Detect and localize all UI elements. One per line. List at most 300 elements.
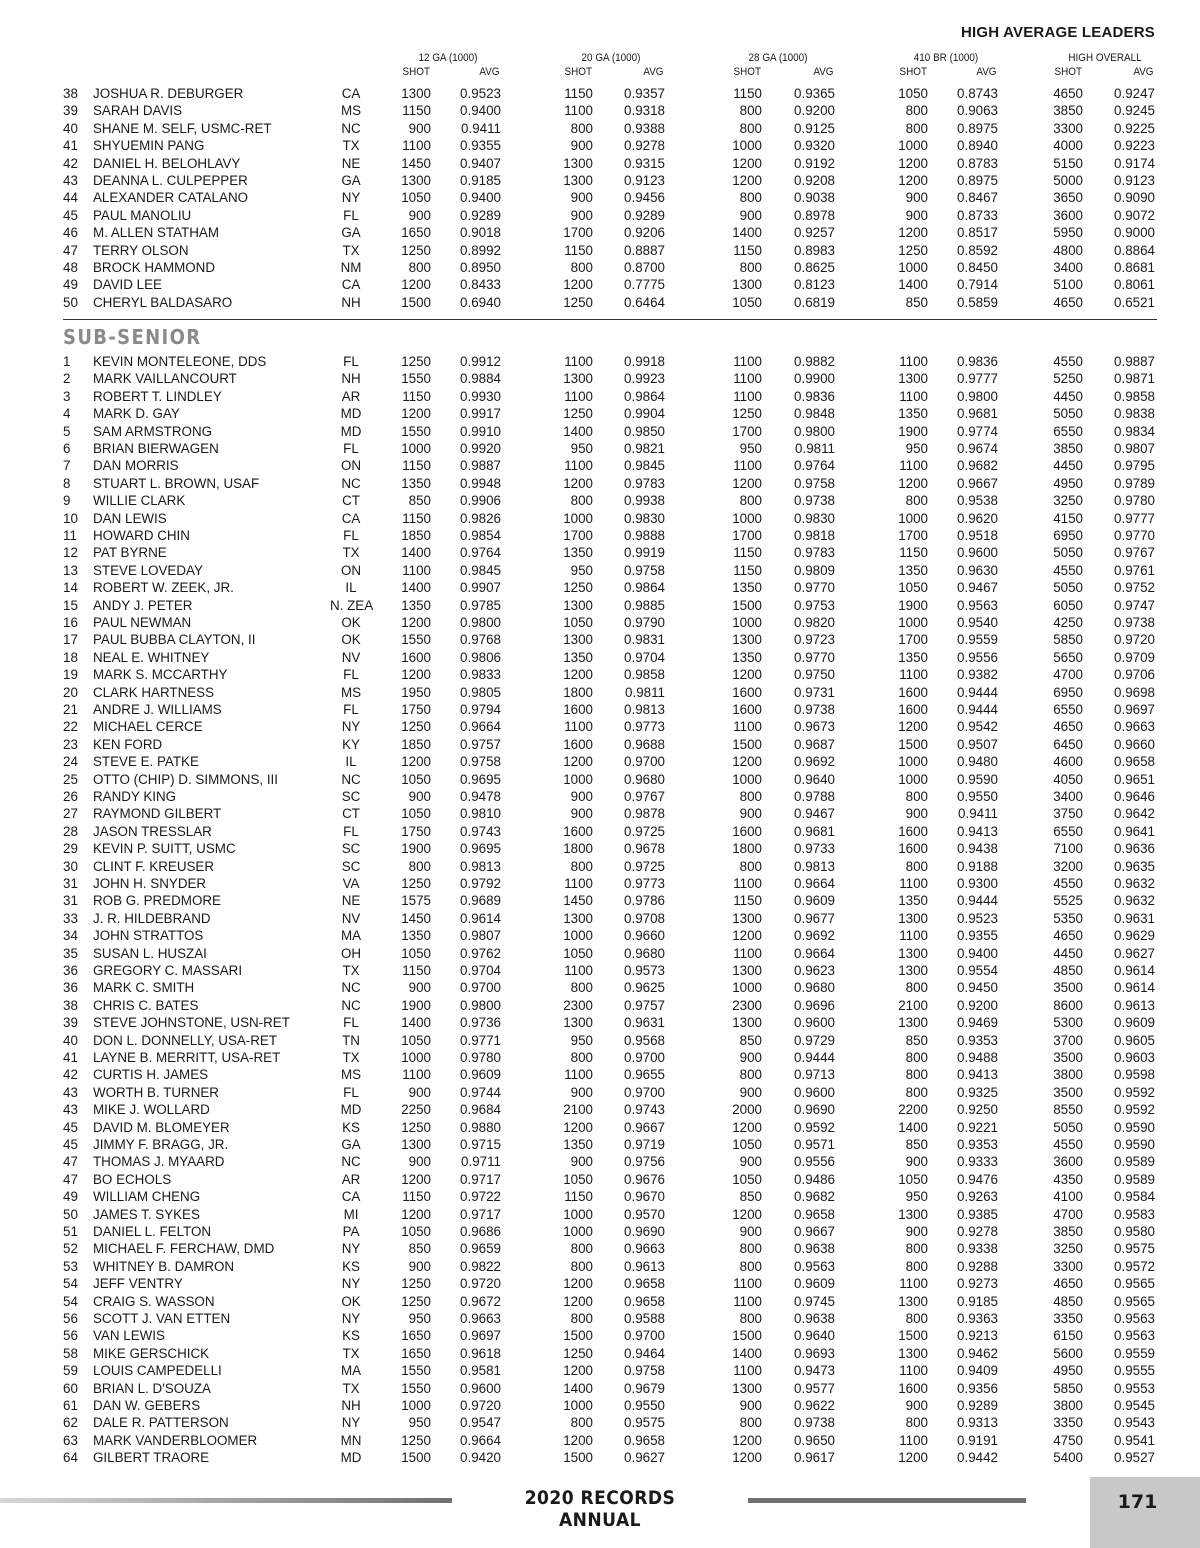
shot-cell: 3800 [1053, 1398, 1083, 1413]
table-row [0, 718, 1200, 735]
shot-cell: 1550 [401, 632, 431, 648]
avg-cell: 0.9355 [957, 928, 998, 944]
shot-cell: 1200 [401, 615, 431, 630]
shot-cell: 1300 [563, 597, 593, 613]
shot-cell: 1600 [898, 702, 928, 717]
table-row [0, 1084, 1200, 1101]
shot-cell: 4650 [1053, 719, 1083, 735]
rank-cell: 16 [63, 615, 78, 630]
shot-cell: 1600 [898, 684, 928, 700]
avg-cell: 0.8625 [794, 260, 835, 275]
shot-cell: 1300 [732, 632, 762, 648]
rank-cell: 18 [63, 649, 78, 665]
state-cell: NE [341, 155, 361, 171]
table-row [0, 631, 1200, 648]
shot-cell: 3350 [1053, 1415, 1083, 1431]
avg-cell: 0.9884 [460, 371, 501, 387]
avg-cell: 0.9063 [957, 103, 998, 119]
rank-cell: 62 [63, 1415, 78, 1431]
table-row [0, 224, 1200, 241]
avg-cell: 0.9770 [794, 580, 835, 596]
avg-cell: 0.9697 [460, 1328, 501, 1344]
avg-cell: 0.9780 [460, 1050, 501, 1065]
rank-cell: 12 [63, 545, 78, 561]
state-cell: CA [341, 1189, 361, 1205]
shot-cell: 1150 [733, 562, 762, 578]
rank-cell: 19 [63, 667, 78, 683]
avg-cell: 0.9123 [624, 173, 665, 188]
avg-cell: 0.9834 [1114, 423, 1155, 439]
shot-cell: 1100 [899, 458, 928, 474]
avg-cell: 0.9565 [1114, 1293, 1155, 1309]
shot-cell: 1000 [898, 754, 928, 770]
state-cell: NY [341, 1311, 361, 1326]
table-row [0, 120, 1200, 137]
table-row [0, 927, 1200, 944]
avg-cell: 0.9758 [794, 475, 835, 491]
rank-cell: 31 [63, 893, 78, 909]
rank-cell: 26 [63, 789, 78, 804]
avg-cell: 0.9918 [624, 354, 665, 369]
shot-cell: 1600 [898, 841, 928, 857]
shot-cell: 1400 [732, 1345, 762, 1361]
shot-cell: 5650 [1053, 649, 1083, 665]
shot-cell: 1150 [733, 545, 762, 561]
name-cell: KEN FORD [93, 736, 163, 752]
shot-cell: 5050 [1053, 1119, 1083, 1135]
avg-cell: 0.8733 [957, 207, 998, 223]
avg-cell: 0.9715 [460, 1137, 501, 1152]
avg-cell: 0.9318 [624, 103, 665, 119]
avg-cell: 0.9753 [794, 597, 835, 613]
shot-cell: 1650 [401, 225, 431, 241]
shot-cell: 1600 [563, 702, 593, 717]
avg-cell: 0.9400 [957, 945, 998, 961]
name-cell: GREGORY C. MASSARI [93, 963, 243, 978]
shot-cell: 1000 [898, 771, 928, 787]
avg-cell: 0.9871 [1114, 371, 1155, 387]
avg-cell: 0.9719 [624, 1137, 665, 1152]
name-cell: HOWARD CHIN [93, 528, 190, 543]
avg-cell: 0.9700 [624, 1328, 665, 1344]
avg-cell: 0.9729 [794, 1032, 835, 1048]
shot-cell: 1300 [732, 277, 762, 293]
avg-cell: 0.9783 [794, 545, 835, 561]
shot-cell: 900 [905, 1398, 928, 1413]
rank-cell: 52 [63, 1241, 78, 1257]
column-avg-header: AVG [976, 66, 997, 78]
avg-cell: 0.5859 [957, 294, 998, 310]
avg-cell: 0.9697 [1114, 702, 1155, 717]
shot-cell: 3500 [1053, 980, 1083, 996]
state-cell: NV [341, 910, 361, 926]
state-cell: NV [341, 649, 361, 665]
avg-cell: 0.9667 [957, 475, 998, 491]
state-cell: NC [341, 771, 361, 787]
column-shot-header: SHOT [899, 66, 928, 78]
avg-cell: 0.9538 [957, 493, 998, 509]
avg-cell: 0.9325 [957, 1084, 998, 1100]
shot-cell: 1300 [898, 1293, 928, 1309]
avg-cell: 0.9664 [460, 719, 501, 735]
avg-cell: 0.9289 [957, 1398, 998, 1413]
avg-cell: 0.9646 [1114, 789, 1155, 804]
avg-cell: 0.9658 [624, 1293, 665, 1309]
column-group-header: 410 BR (1000) [913, 52, 979, 64]
avg-cell: 0.9420 [460, 1450, 501, 1466]
avg-cell: 0.9681 [794, 823, 835, 839]
shot-cell: 1000 [732, 510, 762, 526]
shot-cell: 800 [570, 1258, 593, 1274]
column-avg-header: AVG [479, 66, 500, 78]
shot-cell: 800 [905, 1311, 928, 1326]
avg-cell: 0.9363 [957, 1311, 998, 1326]
name-cell: CHERYL BALDASARO [93, 294, 233, 310]
rank-cell: 43 [63, 173, 78, 188]
shot-cell: 1450 [401, 910, 431, 926]
avg-cell: 0.9541 [1114, 1432, 1155, 1448]
shot-cell: 1000 [898, 615, 928, 630]
shot-cell: 900 [408, 980, 431, 996]
table-row [0, 492, 1200, 509]
avg-cell: 0.9722 [460, 1189, 501, 1205]
avg-cell: 0.9640 [794, 771, 835, 787]
state-cell: CA [341, 510, 361, 526]
shot-cell: 900 [570, 190, 593, 206]
avg-cell: 0.9356 [957, 1380, 998, 1396]
shot-cell: 4600 [1053, 754, 1083, 770]
avg-cell: 0.9600 [957, 545, 998, 561]
shot-cell: 4850 [1053, 1293, 1083, 1309]
avg-cell: 0.9693 [794, 1345, 835, 1361]
avg-cell: 0.9543 [1114, 1415, 1155, 1431]
table-row [0, 259, 1200, 276]
avg-cell: 0.9192 [794, 155, 835, 171]
rank-cell: 45 [63, 1137, 78, 1152]
avg-cell: 0.9125 [794, 120, 835, 136]
avg-cell: 0.9631 [1114, 910, 1155, 926]
avg-cell: 0.8450 [957, 260, 998, 275]
shot-cell: 1400 [401, 545, 431, 561]
table-row [0, 1153, 1200, 1170]
shot-cell: 900 [570, 806, 593, 822]
shot-cell: 4800 [1053, 242, 1083, 258]
shot-cell: 1550 [401, 371, 431, 387]
state-cell: GA [341, 1137, 361, 1152]
state-cell: NH [341, 294, 361, 310]
rank-cell: 42 [63, 155, 78, 171]
avg-cell: 0.9907 [460, 580, 501, 596]
table-row [0, 475, 1200, 492]
shot-cell: 1300 [732, 910, 762, 926]
avg-cell: 0.9830 [794, 510, 835, 526]
shot-cell: 1100 [899, 1363, 928, 1379]
avg-cell: 0.9622 [794, 1398, 835, 1413]
shot-cell: 1150 [402, 510, 431, 526]
avg-cell: 0.9589 [1114, 1171, 1155, 1187]
table-row [0, 1223, 1200, 1240]
shot-cell: 5100 [1053, 277, 1083, 293]
shot-cell: 800 [739, 858, 762, 874]
shot-cell: 1550 [401, 423, 431, 439]
table-row [0, 353, 1200, 370]
avg-cell: 0.9614 [460, 910, 501, 926]
avg-cell: 0.9658 [794, 1206, 835, 1222]
shot-cell: 1500 [401, 294, 431, 310]
shot-cell: 800 [739, 1067, 762, 1083]
avg-cell: 0.9836 [957, 354, 998, 369]
rank-cell: 20 [63, 684, 78, 700]
avg-cell: 0.9225 [1114, 120, 1155, 136]
state-cell: FL [343, 441, 359, 456]
shot-cell: 950 [408, 1311, 431, 1326]
avg-cell: 0.9400 [460, 190, 501, 206]
shot-cell: 1300 [898, 910, 928, 926]
shot-cell: 800 [570, 1311, 593, 1326]
name-cell: LAYNE B. MERRITT, USA-RET [93, 1050, 281, 1065]
table-row [0, 1397, 1200, 1414]
shot-cell: 3750 [1053, 806, 1083, 822]
avg-cell: 0.9887 [460, 458, 501, 474]
shot-cell: 900 [408, 1084, 431, 1100]
shot-cell: 1000 [732, 615, 762, 630]
shot-cell: 1300 [732, 1380, 762, 1396]
shot-cell: 800 [905, 1050, 928, 1065]
shot-cell: 2300 [563, 997, 593, 1013]
shot-cell: 1350 [401, 928, 431, 944]
name-cell: DANIEL H. BELOHLAVY [93, 155, 241, 171]
shot-cell: 900 [739, 1398, 762, 1413]
shot-cell: 850 [905, 1032, 928, 1048]
rank-cell: 63 [63, 1432, 78, 1448]
shot-cell: 4650 [1053, 1276, 1083, 1292]
column-shot-header: SHOT [402, 66, 431, 78]
footer-rule-left [0, 1498, 452, 1503]
avg-cell: 0.9725 [624, 823, 665, 839]
shot-cell: 1050 [401, 190, 431, 206]
avg-cell: 0.9632 [1114, 893, 1155, 909]
shot-cell: 1700 [732, 423, 762, 439]
avg-cell: 0.9833 [460, 667, 501, 683]
shot-cell: 800 [905, 858, 928, 874]
table-row [0, 189, 1200, 206]
avg-cell: 0.9556 [957, 649, 998, 665]
avg-cell: 0.6521 [1114, 294, 1155, 310]
name-cell: BRIAN BIERWAGEN [93, 441, 219, 456]
shot-cell: 1150 [899, 545, 928, 561]
avg-cell: 0.9720 [1114, 632, 1155, 648]
shot-cell: 1350 [898, 649, 928, 665]
rank-cell: 22 [63, 719, 78, 735]
avg-cell: 0.9658 [1114, 754, 1155, 770]
avg-cell: 0.9629 [1114, 928, 1155, 944]
shot-cell: 1400 [898, 1119, 928, 1135]
shot-cell: 1200 [898, 1450, 928, 1466]
rank-cell: 38 [63, 997, 78, 1013]
shot-cell: 1300 [563, 371, 593, 387]
avg-cell: 0.9864 [624, 388, 665, 404]
table-row [0, 1066, 1200, 1083]
name-cell: PAUL BUBBA CLAYTON, II [93, 632, 256, 648]
footer-title: 2020 RECORDS ANNUAL [524, 1487, 676, 1531]
state-cell: MS [340, 1067, 362, 1083]
shot-cell: 1350 [401, 597, 431, 613]
avg-cell: 0.9792 [460, 876, 501, 891]
shot-cell: 900 [739, 1154, 762, 1170]
shot-cell: 3400 [1053, 789, 1083, 804]
shot-cell: 900 [905, 1154, 928, 1170]
avg-cell: 0.9188 [957, 858, 998, 874]
rank-cell: 35 [63, 945, 78, 961]
avg-cell: 0.9783 [624, 475, 665, 491]
table-row [0, 1171, 1200, 1188]
shot-cell: 1600 [732, 684, 762, 700]
shot-cell: 1350 [401, 475, 431, 491]
avg-cell: 0.9752 [1114, 580, 1155, 596]
state-cell: PA [342, 1224, 360, 1239]
table-row [0, 137, 1200, 154]
table-row [0, 1362, 1200, 1379]
table-row [0, 155, 1200, 172]
shot-cell: 8600 [1053, 997, 1083, 1013]
rank-cell: 54 [63, 1293, 78, 1309]
avg-cell: 0.9676 [624, 1171, 665, 1187]
table-row [0, 840, 1200, 857]
rank-cell: 59 [63, 1363, 78, 1379]
avg-cell: 0.9700 [460, 980, 501, 996]
shot-cell: 950 [408, 1415, 431, 1431]
avg-cell: 0.9789 [1114, 475, 1155, 491]
state-cell: MD [340, 406, 362, 422]
avg-cell: 0.9600 [460, 1380, 501, 1396]
shot-cell: 1100 [899, 1276, 928, 1292]
shot-cell: 1200 [898, 173, 928, 188]
shot-cell: 1100 [733, 371, 762, 387]
avg-cell: 0.9758 [624, 1363, 665, 1379]
avg-cell: 0.8681 [1114, 260, 1155, 275]
rank-cell: 41 [63, 138, 78, 154]
avg-cell: 0.8887 [624, 242, 665, 258]
rank-cell: 8 [63, 475, 71, 491]
avg-cell: 0.9758 [624, 562, 665, 578]
shot-cell: 850 [739, 1189, 762, 1205]
name-cell: WHITNEY B. DAMRON [93, 1258, 235, 1274]
avg-cell: 0.9680 [794, 980, 835, 996]
shot-cell: 1050 [898, 580, 928, 596]
table-row [0, 1206, 1200, 1223]
rank-cell: 43 [63, 1084, 78, 1100]
shot-cell: 1100 [564, 388, 593, 404]
name-cell: RAYMOND GILBERT [93, 806, 222, 822]
avg-cell: 0.9642 [1114, 806, 1155, 822]
rank-cell: 10 [63, 510, 78, 526]
shot-cell: 3600 [1053, 207, 1083, 223]
shot-cell: 1000 [563, 510, 593, 526]
state-cell: KS [342, 1328, 360, 1344]
avg-cell: 0.9507 [957, 736, 998, 752]
shot-cell: 1000 [401, 1050, 431, 1065]
rank-cell: 43 [63, 1102, 78, 1118]
shot-cell: 1250 [401, 1119, 431, 1135]
state-cell: NC [341, 997, 361, 1013]
shot-cell: 1300 [898, 371, 928, 387]
shot-cell: 6550 [1053, 702, 1083, 717]
avg-cell: 0.9658 [624, 1276, 665, 1292]
table-row [0, 649, 1200, 666]
state-cell: NY [341, 190, 361, 206]
shot-cell: 1300 [401, 173, 431, 188]
rank-cell: 54 [63, 1276, 78, 1292]
state-cell: VA [342, 876, 360, 891]
shot-cell: 1600 [732, 823, 762, 839]
name-cell: BO ECHOLS [93, 1171, 172, 1187]
avg-cell: 0.9692 [794, 928, 835, 944]
section-divider [63, 319, 1157, 320]
avg-cell: 0.8743 [957, 86, 998, 101]
column-avg-header: AVG [813, 66, 834, 78]
shot-cell: 1250 [401, 354, 431, 369]
avg-cell: 0.9572 [1114, 1258, 1155, 1274]
shot-cell: 1400 [401, 1015, 431, 1031]
avg-cell: 0.9788 [794, 789, 835, 804]
table-row [0, 788, 1200, 805]
rank-cell: 47 [63, 242, 78, 258]
shot-cell: 1950 [401, 684, 431, 700]
rank-cell: 50 [63, 294, 78, 310]
shot-cell: 1400 [563, 423, 593, 439]
shot-cell: 950 [570, 441, 593, 456]
shot-cell: 950 [570, 562, 593, 578]
avg-cell: 0.9659 [460, 1241, 501, 1257]
rank-cell: 5 [63, 423, 71, 439]
avg-cell: 0.8940 [957, 138, 998, 154]
name-cell: SHANE M. SELF, USMC-RET [93, 120, 272, 136]
shot-cell: 1100 [899, 1432, 928, 1448]
avg-cell: 0.9411 [958, 806, 998, 822]
shot-cell: 1050 [732, 1137, 762, 1152]
avg-cell: 0.9625 [624, 980, 665, 996]
avg-cell: 0.9761 [1114, 562, 1155, 578]
avg-cell: 0.8975 [957, 120, 998, 136]
avg-cell: 0.9780 [1114, 493, 1155, 509]
avg-cell: 0.9568 [624, 1032, 665, 1048]
shot-cell: 900 [739, 1224, 762, 1239]
shot-cell: 850 [739, 1032, 762, 1048]
shot-cell: 1250 [401, 876, 431, 891]
state-cell: TN [342, 1032, 360, 1048]
name-cell: STEVE LOVEDAY [93, 562, 203, 578]
rank-cell: 25 [63, 771, 78, 787]
avg-cell: 0.9809 [794, 562, 835, 578]
shot-cell: 1350 [898, 406, 928, 422]
avg-cell: 0.8864 [1114, 242, 1155, 258]
name-cell: STUART L. BROWN, USAF [93, 475, 260, 491]
avg-cell: 0.9072 [1114, 207, 1155, 223]
table-row [0, 242, 1200, 259]
name-cell: CLINT F. KREUSER [93, 858, 215, 874]
shot-cell: 800 [739, 789, 762, 804]
avg-cell: 0.9900 [794, 371, 835, 387]
shot-cell: 1000 [898, 260, 928, 275]
avg-cell: 0.9206 [624, 225, 665, 241]
rank-cell: 11 [63, 528, 77, 543]
name-cell: JAMES T. SYKES [93, 1206, 200, 1222]
table-row [0, 736, 1200, 753]
state-cell: MN [340, 1432, 362, 1448]
shot-cell: 1000 [732, 138, 762, 154]
name-cell: J. R. HILDEBRAND [93, 910, 211, 926]
shot-cell: 3350 [1053, 1311, 1083, 1326]
